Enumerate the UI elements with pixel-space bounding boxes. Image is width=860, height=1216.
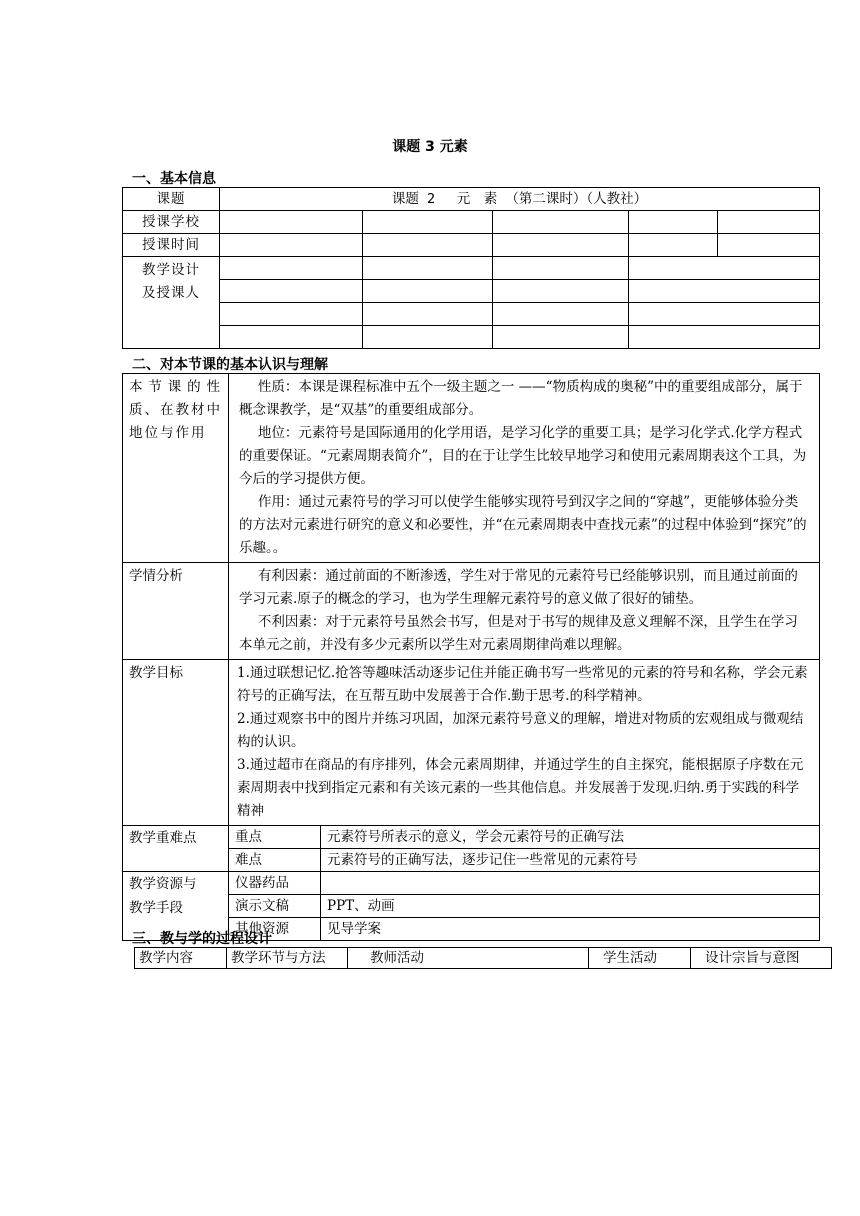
table-cell [493, 303, 629, 326]
basic-info-table [122, 187, 820, 349]
table-row [123, 374, 820, 563]
table-cell [220, 326, 363, 349]
designer-label-line: 教学设计 [142, 262, 200, 278]
analysis-paragraph: 有利因素：通过前面的不断渗透，学生对于常见的元素符号已经能够识别，而且通过前面的学习元素.原子的概念的学习，也为学生理解元素符号的意义做了很好的铺垫。 [239, 568, 798, 607]
table-row [123, 660, 820, 826]
goals-label: 教学目标 [123, 660, 229, 826]
process-header: 设计宗旨与意图 [691, 948, 832, 969]
table-row [135, 948, 832, 969]
nature-paragraph: 作用：通过元素符号的学习可以使学生能够实现符号到汉字之间的“穿越”，更能够体验分类的方法对元素进行研究的意义和必要性，并“在元素周期表中查找元素”的过程中体验到“探究”的乐趣。。 [239, 494, 807, 556]
nature-paragraph: 性质：本课是课程标准中五个一级主题之一 ——“物质构成的奥秘”中的重要组成部分，属于概念课教学，是“双基”的重要组成部分。 [239, 379, 803, 418]
designer-label-line: 及授课人 [142, 285, 200, 301]
resource-row-value [321, 872, 820, 895]
table-cell [220, 280, 363, 303]
table-row [123, 234, 820, 257]
table-cell [629, 303, 820, 326]
table-row [123, 872, 820, 895]
analysis-paragraph: 不利因素：对于元素符号虽然会书写，但是对于书写的规律及意义理解不深，且学生在学习本单元之前，并没有多少元素所以学生对元素周期律尚难以理解。 [239, 614, 798, 653]
goals-content [229, 660, 820, 826]
nature-content [229, 374, 820, 563]
table-cell [629, 234, 718, 257]
goal-item: 1.通过联想记忆.抢答等趣味活动逐步记住并能正确书写一些常见的元素的符号和名称，学会元素符号的正确写法，在互帮互助中发展善于合作.勤于思考.的科学精神。 [237, 665, 808, 704]
table-row [123, 563, 820, 660]
goal-item: 3.通过超市在商品的有序排列，体会元素周期律，并通过学生的自主探究，能根据原子序数在元素周期表中找到指定元素和有关该元素的一些其他信息。并发展善于发现.归纳.勇于实践的科学精神 [237, 757, 804, 819]
table-cell [493, 280, 629, 303]
goal-item: 2.通过观察书中的图片并练习巩固，加深元素符号意义的理解，增进对物质的宏观组成与微观结构的认识。 [237, 711, 804, 750]
key-row-label: 重点 [229, 826, 321, 849]
table-cell [493, 211, 629, 234]
nature-label: 本节课的性质、在教材中地位与作用 [123, 374, 229, 563]
table-row [123, 188, 820, 211]
table-cell [363, 280, 493, 303]
table-cell [363, 326, 493, 349]
resource-row-value: 见导学案 [321, 918, 820, 941]
table-cell [220, 257, 363, 280]
table-cell [718, 211, 820, 234]
table-cell [629, 326, 820, 349]
key-row-value: 元素符号的正确写法，逐步记住一些常见的元素符号 [321, 849, 820, 872]
table-cell [629, 257, 820, 280]
process-header: 学生活动 [589, 948, 691, 969]
section-heading-process: 三、教与学的过程设计 [132, 931, 272, 947]
key-label: 教学重难点 [123, 826, 229, 872]
table-row [123, 211, 820, 234]
section-heading-basic: 一、基本信息 [132, 171, 216, 187]
table-cell [363, 303, 493, 326]
resource-label-line: 教学资源与 [129, 876, 197, 892]
process-header: 教学环节与方法 [227, 948, 348, 969]
process-header: 教师活动 [348, 948, 589, 969]
table-cell [493, 257, 629, 280]
table-cell [629, 211, 718, 234]
table-row [123, 826, 820, 849]
table-cell [718, 234, 820, 257]
resource-label-line: 教学手段 [129, 900, 183, 916]
table-cell [220, 234, 363, 257]
table-row [123, 326, 820, 349]
process-header: 教学内容 [135, 948, 227, 969]
table-row [123, 280, 820, 303]
school-label: 授课学校 [123, 211, 220, 234]
topic-label: 课题 [123, 188, 220, 211]
key-row-label: 难点 [229, 849, 321, 872]
table-cell [220, 211, 363, 234]
table-row [123, 303, 820, 326]
process-table [134, 947, 832, 969]
analysis-content [229, 563, 820, 660]
table-cell [493, 326, 629, 349]
designer-label [123, 257, 220, 349]
resource-row-label: 演示文稿 [229, 895, 321, 918]
table-cell [629, 280, 820, 303]
table-cell [363, 211, 493, 234]
table-cell [363, 257, 493, 280]
section-heading-understanding: 二、对本节课的基本认识与理解 [132, 357, 328, 373]
resource-row-value: PPT、动画 [321, 895, 820, 918]
page-title: 课题 3 元素 [392, 139, 468, 155]
analysis-label: 学情分析 [123, 563, 229, 660]
topic-value: 课题 2 元 素 （第二课时）（人教社） [220, 188, 820, 211]
key-row-value: 元素符号所表示的意义，学会元素符号的正确写法 [321, 826, 820, 849]
resource-row-label: 仪器药品 [229, 872, 321, 895]
table-cell [493, 234, 629, 257]
time-label: 授课时间 [123, 234, 220, 257]
table-cell [363, 234, 493, 257]
table-cell [220, 303, 363, 326]
understanding-table [122, 373, 820, 941]
resource-row-label: 其他资源 [229, 918, 321, 941]
table-row [123, 257, 820, 280]
nature-paragraph: 地位：元素符号是国际通用的化学用语，是学习化学的重要工具；是学习化学式.化学方程式的重要保证。“元素周期表简介”，目的在于让学生比较早地学习和使用元素周期表这个工具，为今后的学习提供方便。 [239, 425, 807, 487]
